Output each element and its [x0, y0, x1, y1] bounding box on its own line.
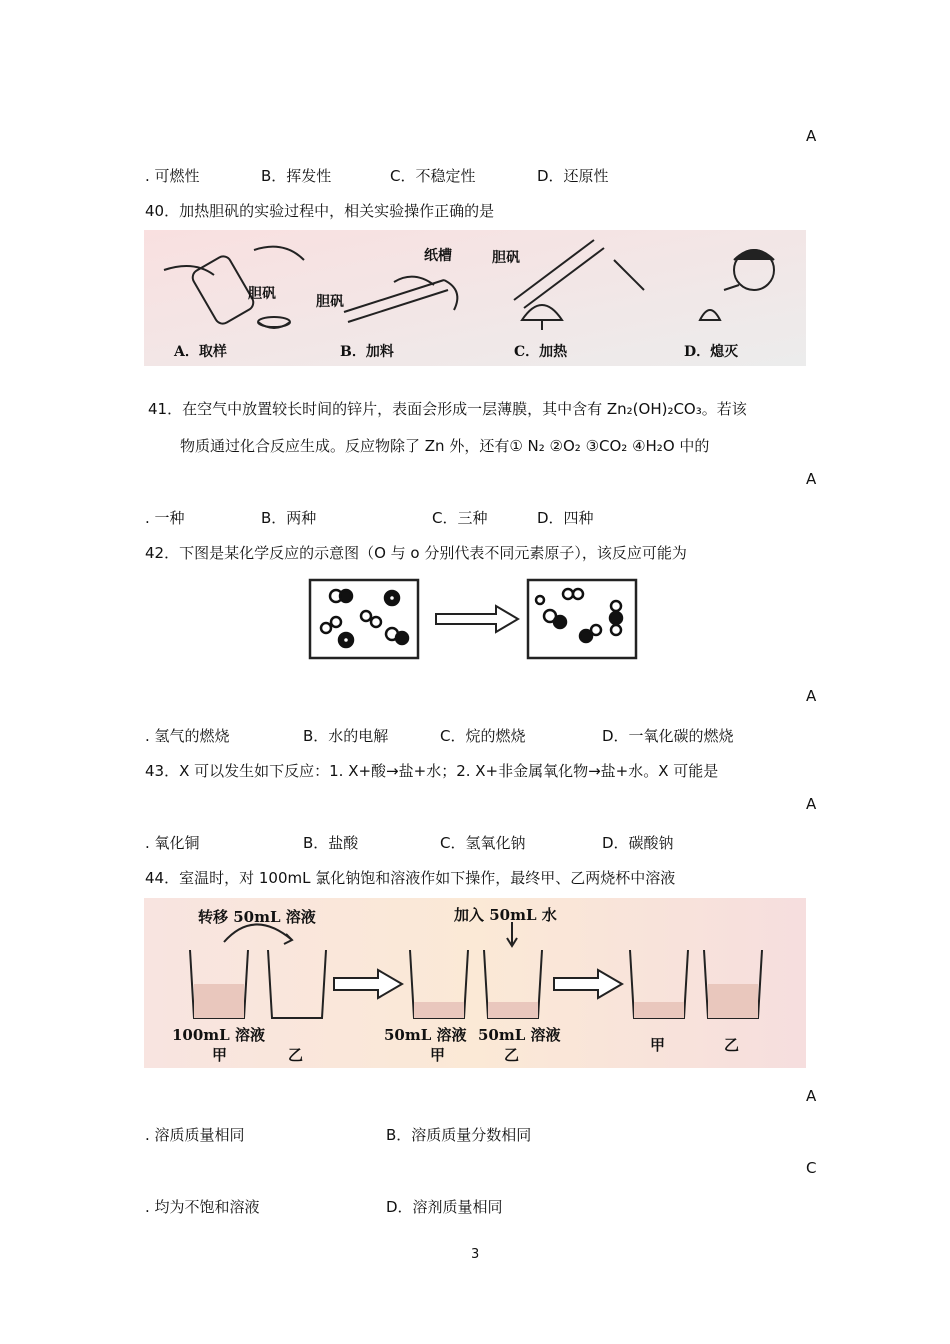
option-b: B．盐酸 [303, 834, 359, 852]
option-c: C．烷的燃烧 [440, 727, 526, 745]
fig-label: 胆矾 [316, 294, 344, 310]
option-a: . 可燃性 [145, 167, 200, 185]
answer-marker: A [806, 127, 817, 145]
option-a: . 氢气的燃烧 [145, 727, 230, 745]
question-40-stem: 40．加热胆矾的实验过程中，相关实验操作正确的是 [145, 202, 495, 220]
fig-label: 50mL 溶液 [384, 1026, 467, 1044]
fig-step-label: 加入 50mL 水 [454, 906, 557, 924]
fig-label: 胆矾 [248, 286, 276, 302]
answer-marker: A [806, 470, 817, 488]
question-43-stem: 43．X 可以发生如下反应：1. X+酸→盐+水；2. X+非金属氧化物→盐+水。X 可能是 [145, 762, 719, 780]
option-a: . 溶质质量相同 [145, 1126, 245, 1144]
option-d: D．四种 [537, 509, 594, 527]
option-b: B．两种 [261, 509, 317, 527]
answer-marker: A [806, 687, 817, 705]
option-c: C．氢氧化钠 [440, 834, 526, 852]
fig-label: 50mL 溶液 [478, 1026, 561, 1044]
question-42-stem: 42．下图是某化学反应的示意图（O 与 o 分别代表不同元素原子），该反应可能为 [145, 544, 687, 562]
q40-figure [144, 230, 806, 366]
q44-figure [144, 898, 806, 1068]
option-b: B．挥发性 [261, 167, 332, 185]
option-b: B．溶质质量分数相同 [386, 1126, 532, 1144]
fig-label: 甲 [212, 1046, 228, 1064]
option-d: D．还原性 [537, 167, 609, 185]
question-44-stem: 44．室温时，对 100mL 氯化钠饱和溶液作如下操作，最终甲、乙两烧杯中溶液 [145, 869, 676, 887]
fig-label: 乙 [288, 1046, 304, 1064]
fig-label: 乙 [504, 1046, 520, 1064]
option-a: . 氧化铜 [145, 834, 200, 852]
option-d: D．一氧化碳的燃烧 [602, 727, 734, 745]
fig-label: 100mL 溶液 [172, 1026, 265, 1044]
answer-marker: A [806, 795, 817, 813]
fig-caption: D．熄灭 [684, 344, 739, 360]
fig-step-label: 转移 50mL 溶液 [198, 908, 316, 926]
fig-caption: C．加热 [514, 344, 568, 360]
question-41-line2: 物质通过化合反应生成。反应物除了 Zn 外，还有① N₂ ②O₂ ③CO₂ ④H₂O 中的 [180, 437, 710, 455]
fig-label: 甲 [430, 1046, 446, 1064]
fig-label: 乙 [724, 1036, 740, 1054]
option-d: D．溶剂质量相同 [386, 1198, 503, 1216]
fig-label: 胆矾 [492, 250, 520, 266]
option-d: D．碳酸钠 [602, 834, 674, 852]
fig-label: 纸槽 [424, 248, 452, 264]
page-number: 3 [471, 1247, 480, 1262]
question-41-line1: 41．在空气中放置较长时间的锌片，表面会形成一层薄膜，其中含有 Zn₂(OH)₂CO₃。若该 [148, 400, 747, 418]
q42-reaction-diagram [306, 576, 642, 662]
option-b: B．水的电解 [303, 727, 389, 745]
answer-marker: A [806, 1087, 817, 1105]
fig-label: 甲 [650, 1036, 666, 1054]
fig-caption: A．取样 [174, 344, 227, 360]
option-c: C．不稳定性 [390, 167, 476, 185]
option-c: . 均为不饱和溶液 [145, 1198, 260, 1216]
answer-marker: C [806, 1159, 817, 1177]
option-c: C．三种 [432, 509, 488, 527]
fig-caption: B．加料 [340, 344, 394, 360]
option-a: . 一种 [145, 509, 185, 527]
